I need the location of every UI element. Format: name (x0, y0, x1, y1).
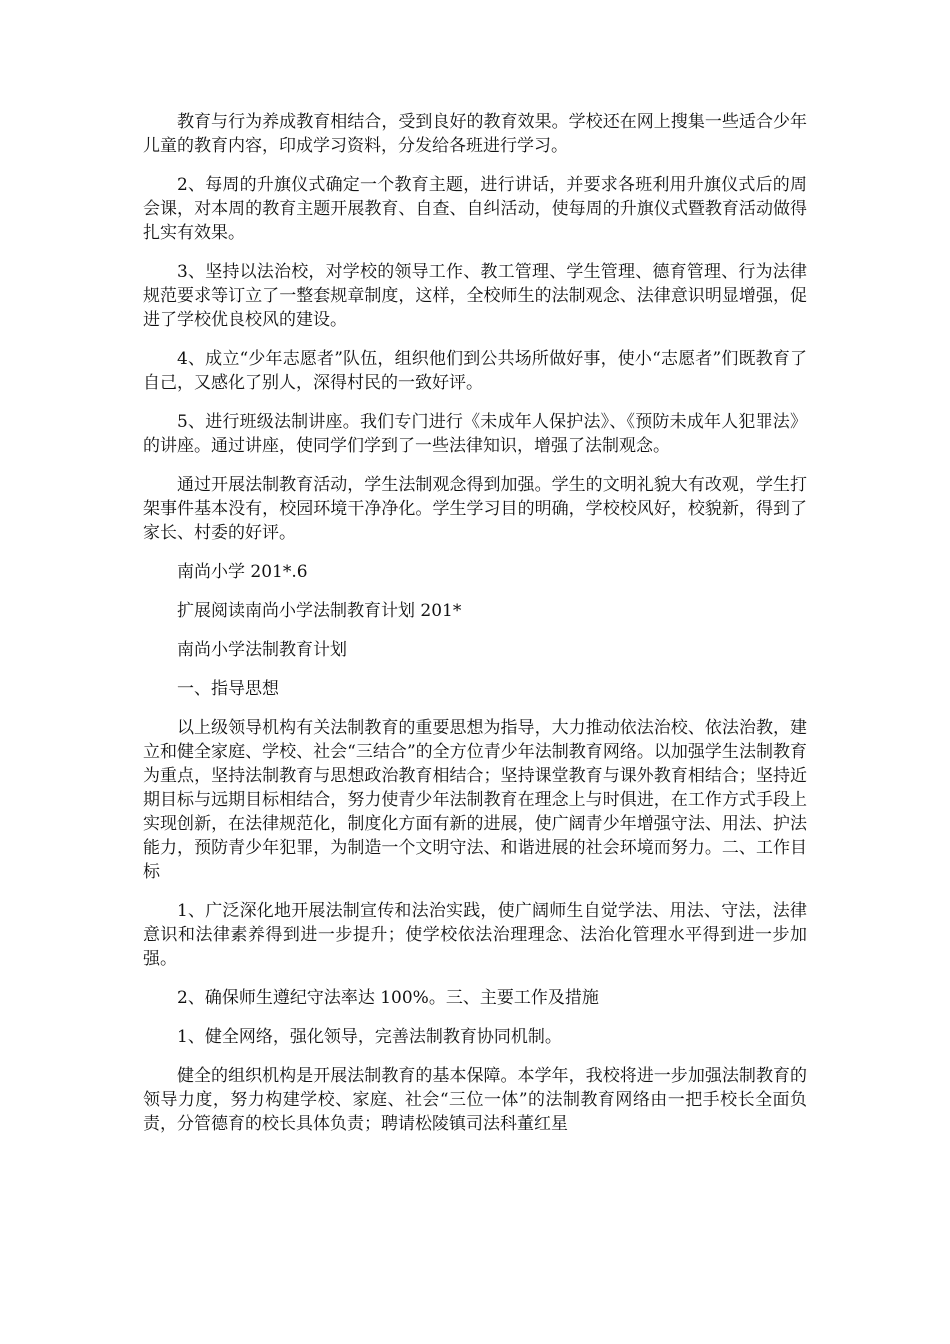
document-page (143, 110, 807, 1151)
signature-line: 南尚小学 201*.6 (177, 562, 308, 582)
paragraph-item-3-rule-of-law: 3、坚持以法治校，对学校的领导工作、教工管理、学生管理、德育管理、行为法律规范要求等订立了一整套规章制度，这样，全校师生的法制观念、法律意识明显增强，促进了学校优良校风的建设。 (143, 262, 807, 330)
paragraph-measure-1-body: 健全的组织机构是开展法制教育的基本保障。本学年，我校将进一步加强法制教育的领导力度，努力构建学校、家庭、社会“三位一体”的法制教育网络由一把手校长全面负责，分管德育的校长具体负责；聘请松陵镇司法科董红星 (143, 1066, 807, 1134)
paragraph-intro-continuation: 教育与行为养成教育相结合，受到良好的教育效果。学校还在网上搜集一些适合少年儿童的教育内容，印成学习资料，分发给各班进行学习。 (143, 112, 807, 156)
paragraph-measure-1-heading: 1、健全网络，强化领导，完善法制教育协同机制。 (177, 1027, 562, 1047)
paragraph-goal-2: 2、确保师生遵纪守法率达 100%。三、主要工作及措施 (177, 988, 599, 1008)
section-heading-guiding-ideology: 一、指导思想 (177, 679, 279, 699)
plan-title: 南尚小学法制教育计划 (177, 640, 347, 660)
paragraph-summary: 通过开展法制教育活动，学生法制观念得到加强。学生的文明礼貌大有改观，学生打架事件基本没有，校园环境干净净化。学生学习目的明确，学校校风好，校貌新，得到了家长、村委的好评。 (143, 475, 807, 543)
paragraph-item-5-lectures: 5、进行班级法制讲座。我们专门进行《未成年人保护法》、《预防未成年人犯罪法》的讲座。通过讲座，使同学们学到了一些法律知识，增强了法制观念。 (143, 412, 807, 456)
paragraph-goal-1: 1、广泛深化地开展法制宣传和法治实践，使广阔师生自觉学法、用法、守法，法律意识和法律素养得到进一步提升；使学校依法治理理念、法治化管理水平得到进一步加强。 (143, 901, 807, 969)
paragraph-guiding-ideology: 以上级领导机构有关法制教育的重要思想为指导，大力推动依法治校、依法治教，建立和健全家庭、学校、社会“三结合”的全方位青少年法制教育网络。以加强学生法制教育为重点，坚持法制教育与思想政治教育相结合；坚持课堂教育与课外教育相结合；坚持近期目标与远期目标相结合，努力使青少年法制教育在理念上与时俱进，在工作方式手段上实现创新，在法律规范化，制度化方面有新的进展，使广阔青少年增强守法、用法、护法能力，预防青少年犯罪，为制造一个文明守法、和谐进展的社会环境而努力。二、工作目标 (143, 718, 807, 882)
paragraph-item-4-volunteers: 4、成立“少年志愿者”队伍，组织他们到公共场所做好事，使小“志愿者”们既教育了自己，又感化了别人，深得村民的一致好评。 (143, 349, 807, 393)
extended-reading-title: 扩展阅读南尚小学法制教育计划 201* (177, 601, 462, 621)
paragraph-item-2-flag-ceremony: 2、每周的升旗仪式确定一个教育主题，进行讲话，并要求各班利用升旗仪式后的周会课，对本周的教育主题开展教育、自查、自纠活动，使每周的升旗仪式暨教育活动做得扎实有效果。 (143, 175, 807, 243)
